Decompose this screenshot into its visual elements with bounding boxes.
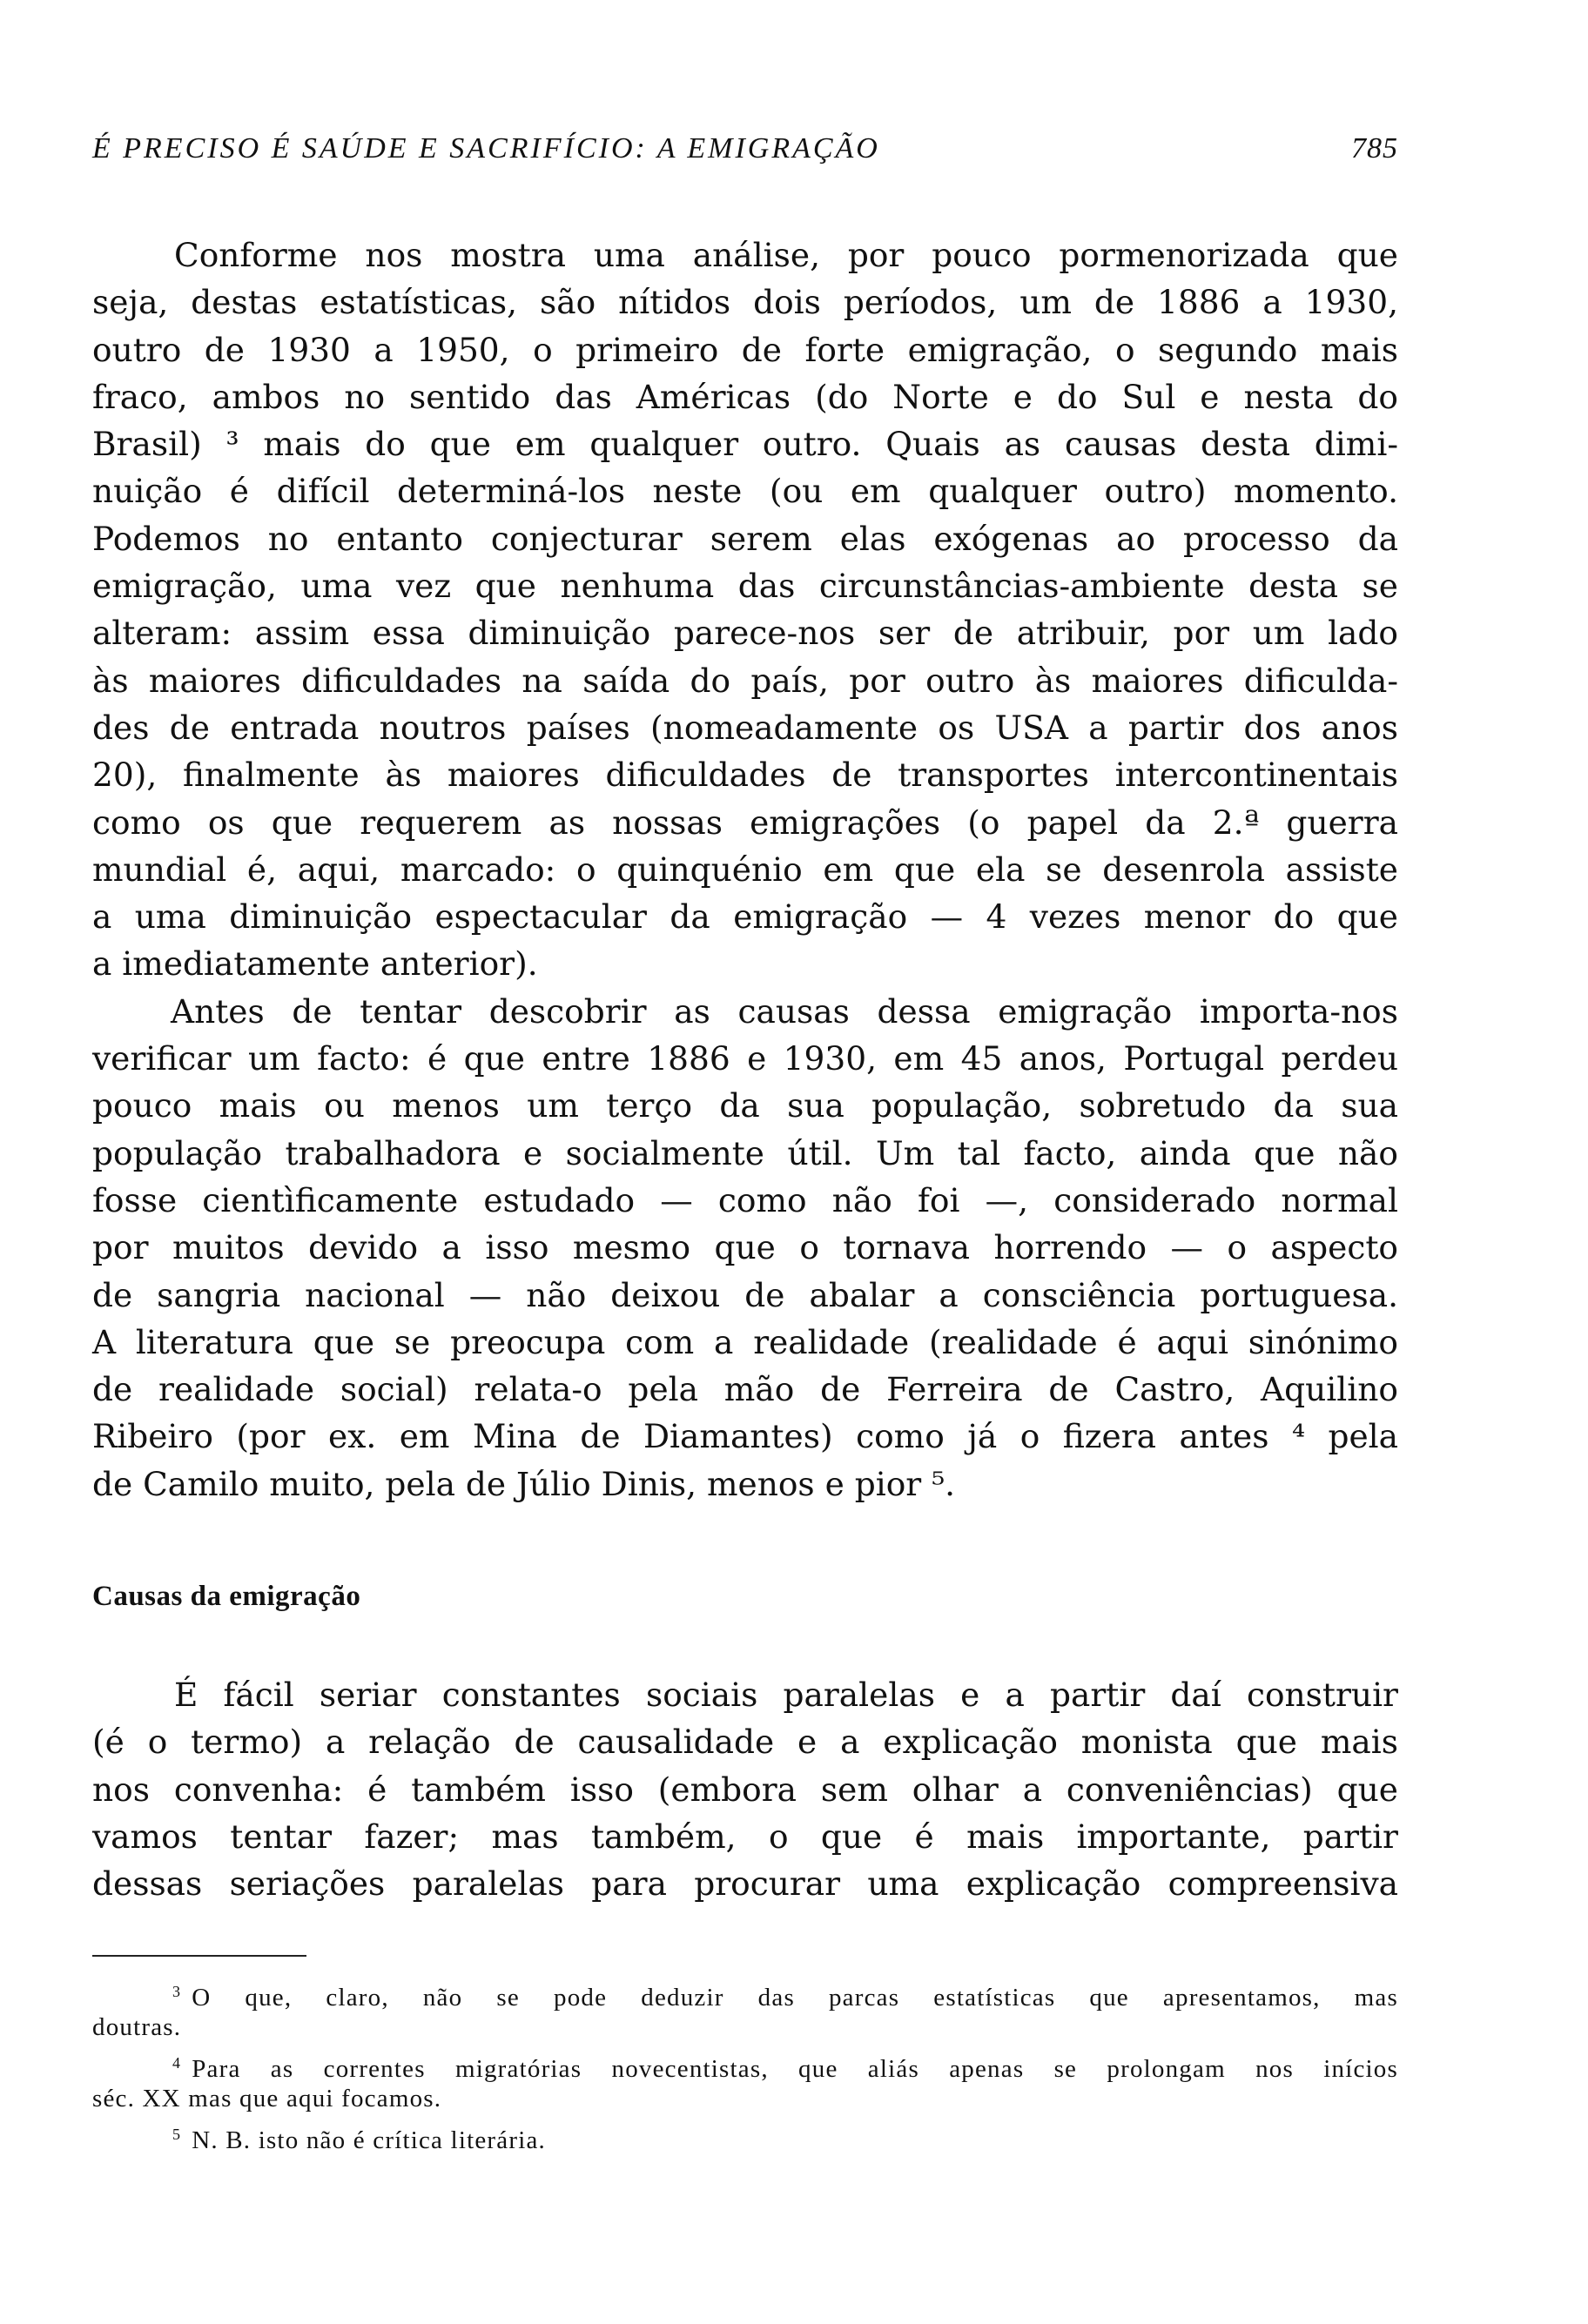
text-line: nuição é difícil determiná-los neste (ou em qualquer outro) momento. — [92, 472, 1398, 511]
text-line: verificar um facto: é que entre 1886 e 1930, em 45 anos, Portugal perdeu — [92, 1039, 1398, 1078]
text-line: a uma diminuição espectacular da emigração — 4 vezes menor do que — [92, 897, 1398, 937]
section-body — [92, 1671, 1398, 1907]
text-line: (é o termo) a relação de causalidade e a explicação monista que mais — [92, 1723, 1398, 1762]
text-line: de Camilo muito, pela de Júlio Dinis, menos e pior ⁵. — [92, 1464, 956, 1503]
text-line: de realidade social) relata-o pela mão de Ferreira de Castro, Aquilino — [92, 1370, 1398, 1409]
text-line: de sangria nacional — não deixou de abalar a consciência portuguesa. — [92, 1275, 1398, 1314]
footnote-mark: 4 — [172, 2054, 182, 2072]
text-line: Brasil) ³ mais do que em qualquer outro. Quais as causas desta dimi- — [92, 425, 1398, 464]
footnote-text: N. B. isto não é crítica literária. — [192, 2126, 546, 2154]
footnote-rule — [92, 1955, 306, 1957]
text-line: nos convenha: é também isso (embora sem olhar a conveniências) que — [92, 1770, 1398, 1809]
text-line: seja, destas estatísticas, são nítidos dois períodos, um de 1886 a 1930, — [92, 283, 1398, 322]
page-number: 785 — [1351, 132, 1398, 165]
text-line: como os que requerem as nossas emigrações (o papel da 2.ª guerra — [92, 803, 1398, 842]
text-line: vamos tentar fazer; mas também, o que é mais importante, partir — [92, 1817, 1398, 1856]
text-line: Podemos no entanto conjecturar serem elas exógenas ao processo da — [92, 519, 1398, 558]
text-line: des de entrada noutros países (nomeadamente os USA a partir dos anos — [92, 708, 1398, 747]
text-line: É fácil seriar constantes sociais paralelas e a partir daí construir — [174, 1676, 1398, 1714]
text-line: população trabalhadora e socialmente útil. Um tal facto, ainda que não — [92, 1133, 1398, 1172]
text-line: às maiores dificuldades na saída do país, por outro às maiores dificulda- — [92, 661, 1398, 700]
footnote-line — [92, 1974, 1398, 2010]
footnote-line — [92, 2045, 1398, 2081]
footnote-mark: 3 — [172, 1983, 182, 2000]
footnote-line: doutras. — [92, 2013, 182, 2041]
text-line: fraco, ambos no sentido das Américas (do Norte e do Sul e nesta do — [92, 377, 1398, 416]
text-line: 20), finalmente às maiores dificuldades de transportes intercontinentais — [92, 756, 1398, 795]
text-line: emigração, uma vez que nenhuma das circunstâncias-ambiente desta se — [92, 567, 1398, 606]
text-line: a imediatamente anterior). — [92, 944, 538, 984]
footnotes — [92, 1974, 1398, 2153]
text-line: por muitos devido a isso mesmo que o tornava horrendo — o aspecto — [92, 1228, 1398, 1267]
text-line: dessas seriações paralelas para procurar uma explicação compreensiva — [92, 1864, 1398, 1904]
text-line: fosse cientìficamente estudado — como não foi —, considerado normal — [92, 1180, 1398, 1219]
running-head — [92, 132, 1398, 176]
text-line: Antes de tentar descobrir as causas dessa emigração importa-nos — [171, 991, 1398, 1031]
text-line: mundial é, aqui, marcado: o quinquénio em que ela se desenrola assiste — [92, 850, 1398, 889]
footnote-text: Para as correntes migratórias novecentistas, que aliás apenas se prolongam nos inícios — [192, 2055, 1398, 2083]
footnote-line: séc. XX mas que aqui focamos. — [92, 2085, 442, 2112]
running-head-title: É PRECISO É SAÚDE E SACRIFÍCIO: A EMIGRAÇÃO — [92, 132, 880, 165]
footnote-text: O que, claro, não se pode deduzir das parcas estatísticas que apresentamos, mas — [192, 1984, 1398, 2012]
footnote-line — [92, 2117, 1398, 2153]
text-line: pouco mais ou menos um terço da sua população, sobretudo da sua — [92, 1086, 1398, 1125]
text-line: outro de 1930 a 1950, o primeiro de forte emigração, o segundo mais — [92, 330, 1398, 369]
text-line: Conforme nos mostra uma análise, por pouco pormenorizada que — [174, 236, 1398, 274]
text-line: A literatura que se preocupa com a realidade (realidade é aqui sinónimo — [92, 1322, 1398, 1361]
section-heading: Causas da emigração — [92, 1581, 361, 1612]
text-line: Ribeiro (por ex. em Mina de Diamantes) como já o fizera antes ⁴ pela — [92, 1417, 1398, 1456]
text-line: alteram: assim essa diminuição parece-nos ser de atribuir, por um lado — [92, 614, 1398, 653]
body-paragraphs — [92, 232, 1398, 1508]
footnote-mark: 5 — [172, 2126, 182, 2143]
